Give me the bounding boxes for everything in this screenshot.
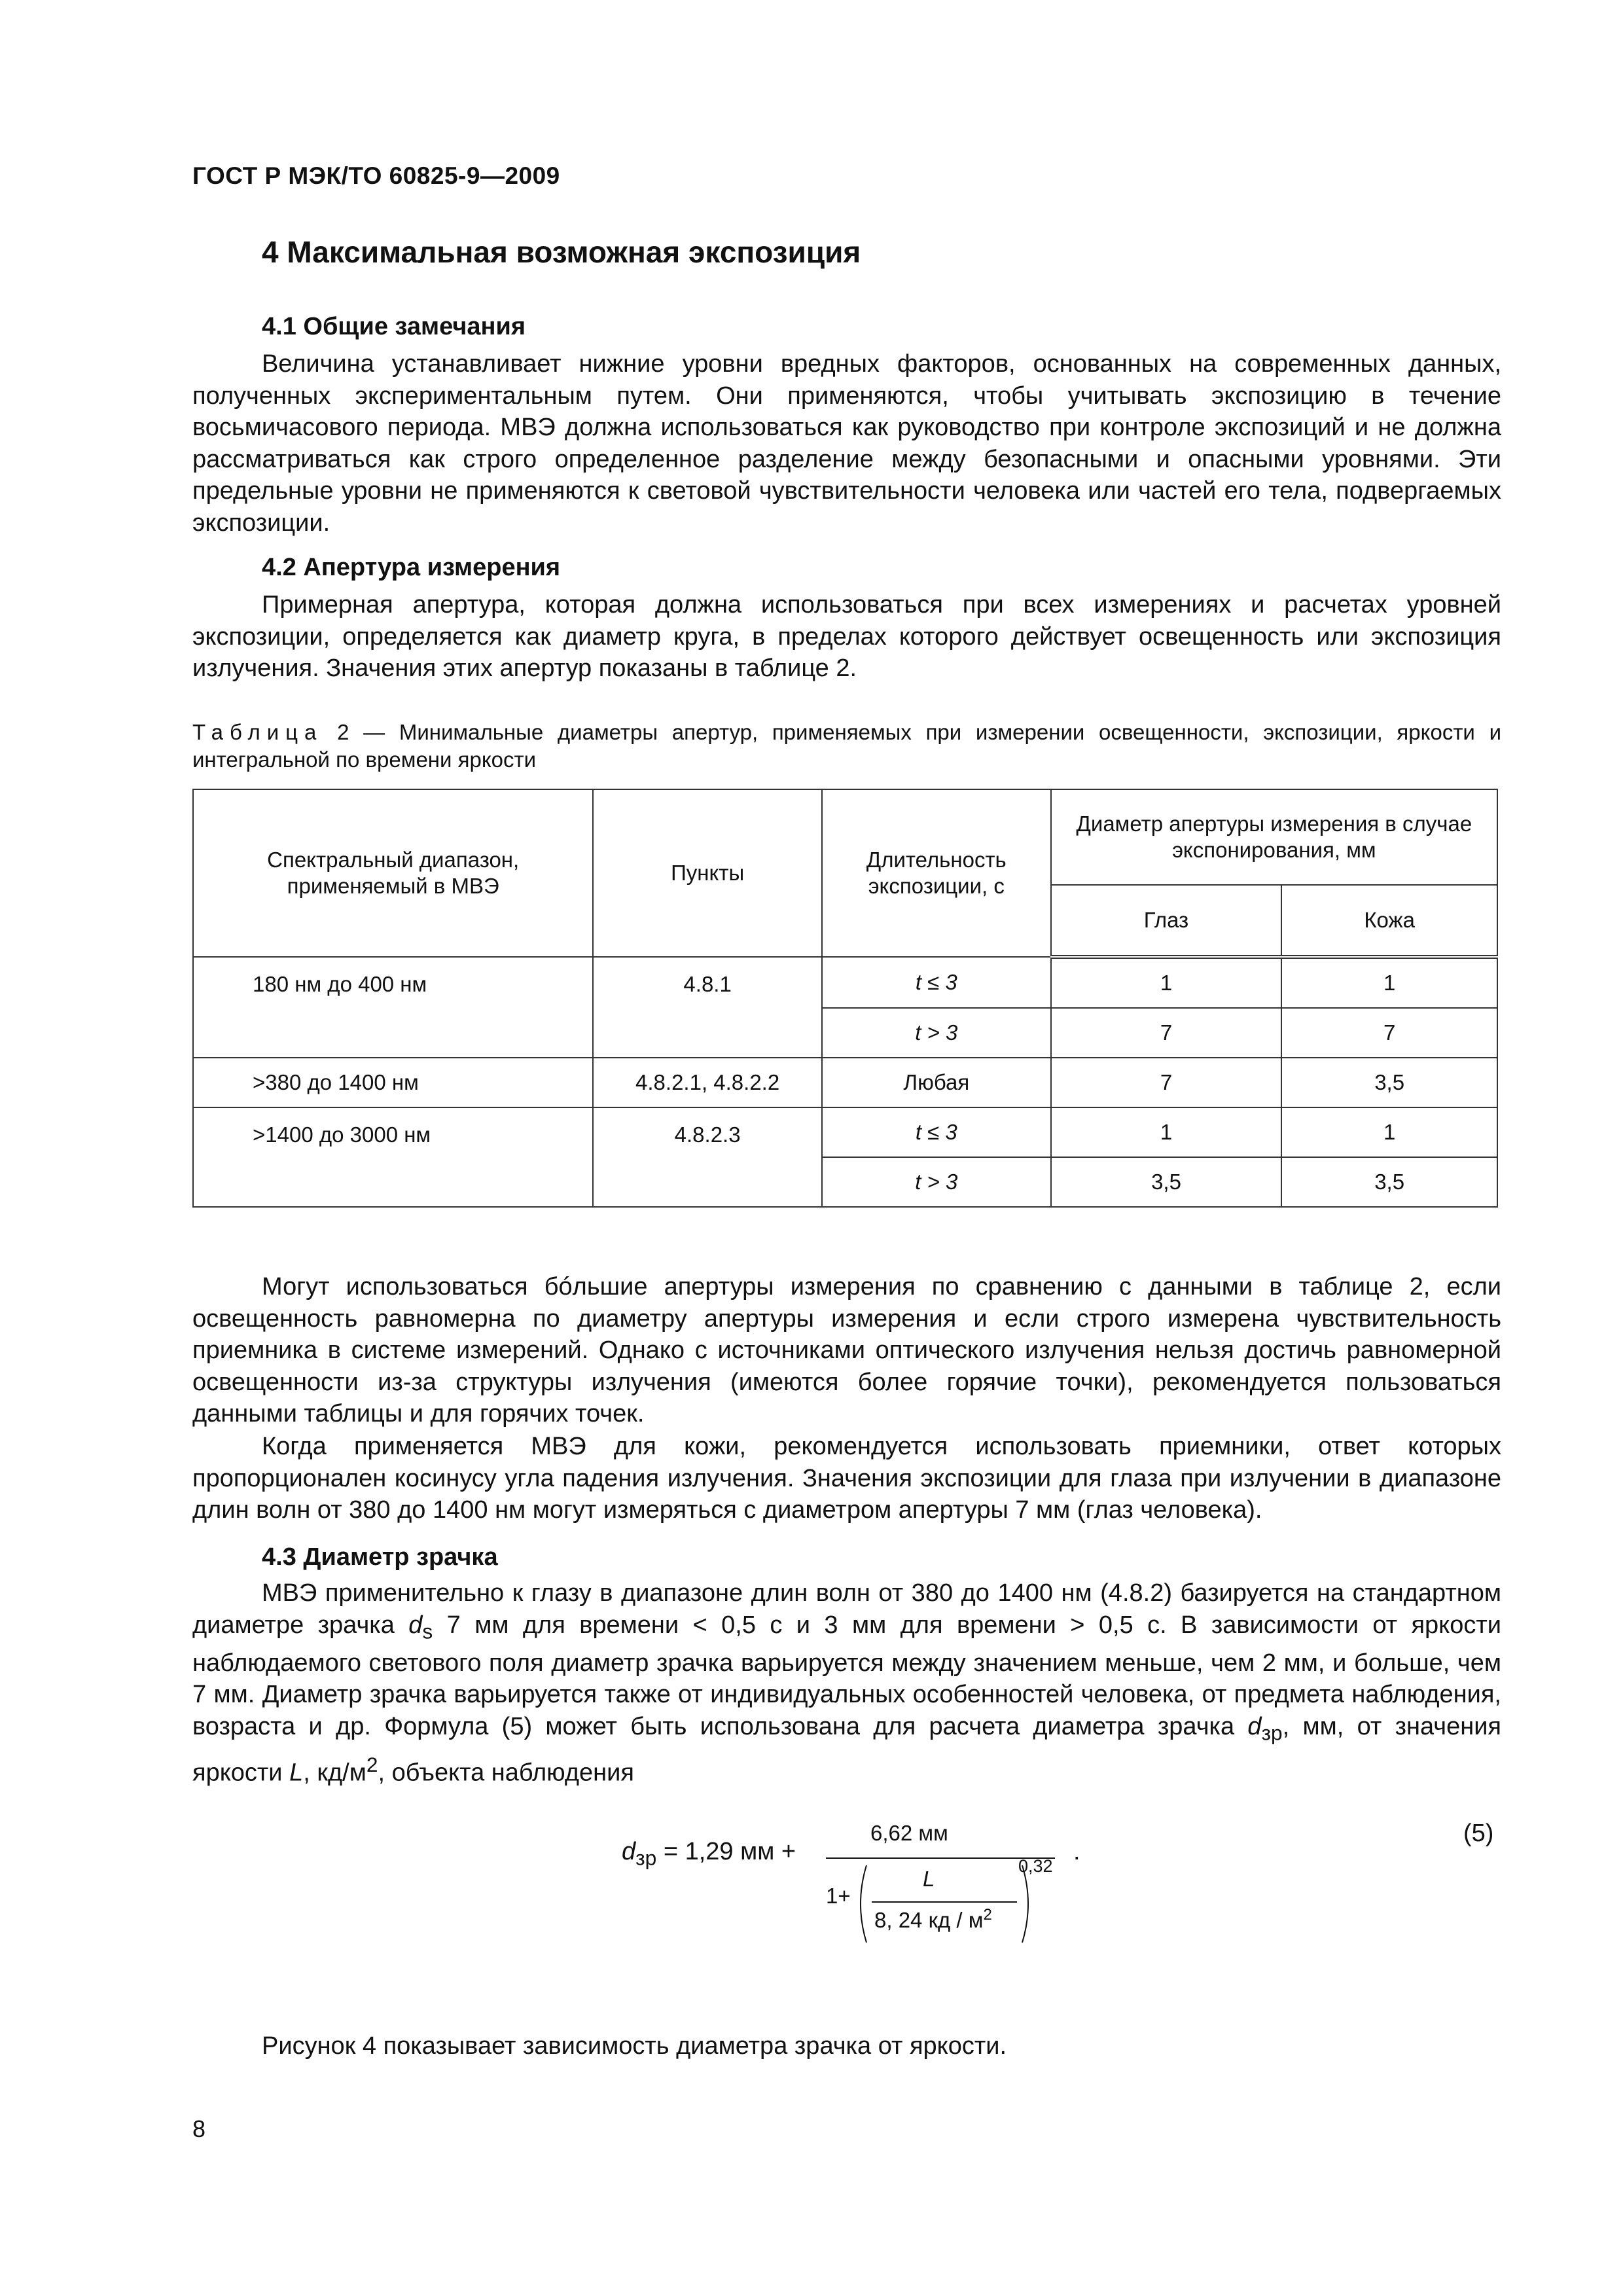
table-row [193,957,1497,1008]
formula-units: 8, 24 кд / м [874,1908,984,1932]
cell-eye: 7 [1051,1058,1282,1107]
sub-s: s [422,1619,433,1643]
cell-duration: Любая [822,1058,1051,1107]
var-d: d [408,1611,423,1639]
paragraph-larger-apertures: Могут использоваться бóльшие апертуры измерения по сравнению с данными в таблице 2, если освещенность равномерна по диаметру апертуры измерения и если строго измерена чувствительность приемника в системе измерений. Однако с источниками оптического излучения нельзя достичь равномерной освещенности из-за структуры излучения (имеются более горячие точки), рекомендуется пользоваться данными таблицы и для горячих точек. [192,1273,1501,1427]
table-2 [192,789,1498,1208]
cell-range: 180 нм до 400 нм [193,957,593,1058]
page-number: 8 [192,2115,206,2142]
formula-inner-numerator: L [923,1867,935,1891]
formula-inner-denominator [874,1906,992,1933]
subsection-title-4-2: 4.2 Апертура измерения [262,554,561,581]
text-segment: , кд/м [303,1759,366,1787]
formula-dot: . [1073,1838,1080,1865]
table-row [193,1107,1497,1157]
formula-sub-zr: зр [635,1846,657,1870]
cell-skin: 1 [1281,957,1497,1008]
formula-number: (5) [1463,1820,1494,1847]
formula-parentheses [852,1860,1042,1948]
subsection-title-4-3: 4.3 Диаметр зрачка [262,1543,498,1571]
var-L: L [289,1759,304,1787]
cell-eye: 1 [1051,1107,1282,1157]
formula-lhs [622,1838,796,1871]
formula-one-plus: 1+ [826,1884,851,1908]
cell-skin: 1 [1281,1107,1497,1157]
cell-duration: t ≤ 3 [822,1107,1051,1157]
formula-exponent: 0,32 [1018,1856,1053,1876]
header-points: Пункты [593,789,822,957]
text-segment: МВЭ применительно к глазу в диапазоне длин волн от 380 до 1400 нм (4.8.2) базируется на стандартном диаметре зрачка [192,1579,1501,1639]
paragraph-4-2: Примерная апертура, которая должна использоваться при всех измерениях и расчетах уровней экспозиции, определяется как диаметр круга, в пределах которого действует освещенность или экспозиция излучения. Значения этих апертур показаны в таблице 2. [192,591,1501,682]
paragraph-skin-receivers: Когда применяется МВЭ для кожи, рекомендуется использовать приемники, ответ которых пропорционален косинусу угла падения излучения. Значения экспозиции для глаза при излучении в диапазоне длин волн от 380 до 1400 нм могут измеряться с диаметром апертуры 7 мм (глаз человека). [192,1433,1501,1524]
table-caption [192,719,1501,774]
cell-skin: 3,5 [1281,1157,1497,1207]
header-diameter: Диаметр апертуры измерения в случае экспонирования, мм [1051,789,1497,885]
header-duration: Длительность экспозиции, с [822,789,1051,957]
cell-skin: 3,5 [1281,1058,1497,1107]
cell-points: 4.8.2.1, 4.8.2.2 [593,1058,822,1107]
subsection-title-4-1: 4.1 Общие замечания [262,313,526,340]
header-skin: Кожа [1281,885,1497,957]
paragraph-4-3 [192,1577,1501,1789]
paragraph-figure-reference: Рисунок 4 показывает зависимость диаметра зрачка от яркости. [262,2032,1007,2060]
cell-duration: t ≤ 3 [822,957,1051,1008]
table-caption-text: 2 — Минимальные диаметры апертур, применяемых при измерении освещенности, экспозиции, яркости и интегральной по времени яркости [192,720,1501,772]
text-segment: , объекта наблюдения [378,1759,634,1787]
sup-2: 2 [366,1752,378,1776]
cell-duration: t > 3 [822,1008,1051,1058]
table-caption-prefix: Таблица [192,720,323,744]
cell-points: 4.8.1 [593,957,822,1058]
section-title: 4 Максимальная возможная экспозиция [262,235,861,269]
formula-sup-2: 2 [983,1906,992,1924]
formula-equals: = 1,29 мм + [663,1838,796,1865]
paragraph-4-1: Величина устанавливает нижние уровни вредных факторов, основанных на современных данных, полученных экспериментальным путем. Они применяются, чтобы учитывать экспозицию в течение восьмичасового периода. МВЭ должна использоваться как руководство при контроле экспозиций и не должна рассматриваться как строго определенное разделение между безопасными и опасными уровнями. Эти предельные уровни не применяются к световой чувствительности человека или частей его тела, подвергаемых экспозиции. [192,350,1501,537]
var-d: d [1247,1712,1262,1740]
header-eye: Глаз [1051,885,1282,957]
cell-eye: 3,5 [1051,1157,1282,1207]
cell-duration: t > 3 [822,1157,1051,1207]
text-segment: 7 мм для времени < 0,5 с и 3 мм для времени > 0,5 с. В зависимости от яркости наблюдаемого светового поля диаметр зрачка варьируется между значением меньше, чем 2 мм, и больше, чем 7 мм. Диаметр зрачка варьируется также от индивидуальных особенностей человека, от предмета наблюдения, возраста и др. Формула (5) может быть использована для расчета диаметра зрачка [192,1611,1501,1740]
cell-points: 4.8.2.3 [593,1107,822,1207]
cell-range: >1400 до 3000 нм [193,1107,593,1207]
sub-zr: зр [1261,1721,1283,1745]
formula-numerator: 6,62 мм [870,1821,948,1845]
header-spectral-range: Спектральный диапазон, применяемый в МВЭ [193,789,593,957]
cell-range: >380 до 1400 нм [193,1058,593,1107]
formula-var-d: d [622,1838,636,1865]
cell-eye: 7 [1051,1008,1282,1058]
cell-eye: 1 [1051,957,1282,1008]
cell-skin: 7 [1281,1008,1497,1058]
table-row [193,1058,1497,1107]
document-header: ГОСТ Р МЭК/ТО 60825-9—2009 [192,162,560,189]
text-segment: , мм, от значения яркости [192,1712,1501,1787]
